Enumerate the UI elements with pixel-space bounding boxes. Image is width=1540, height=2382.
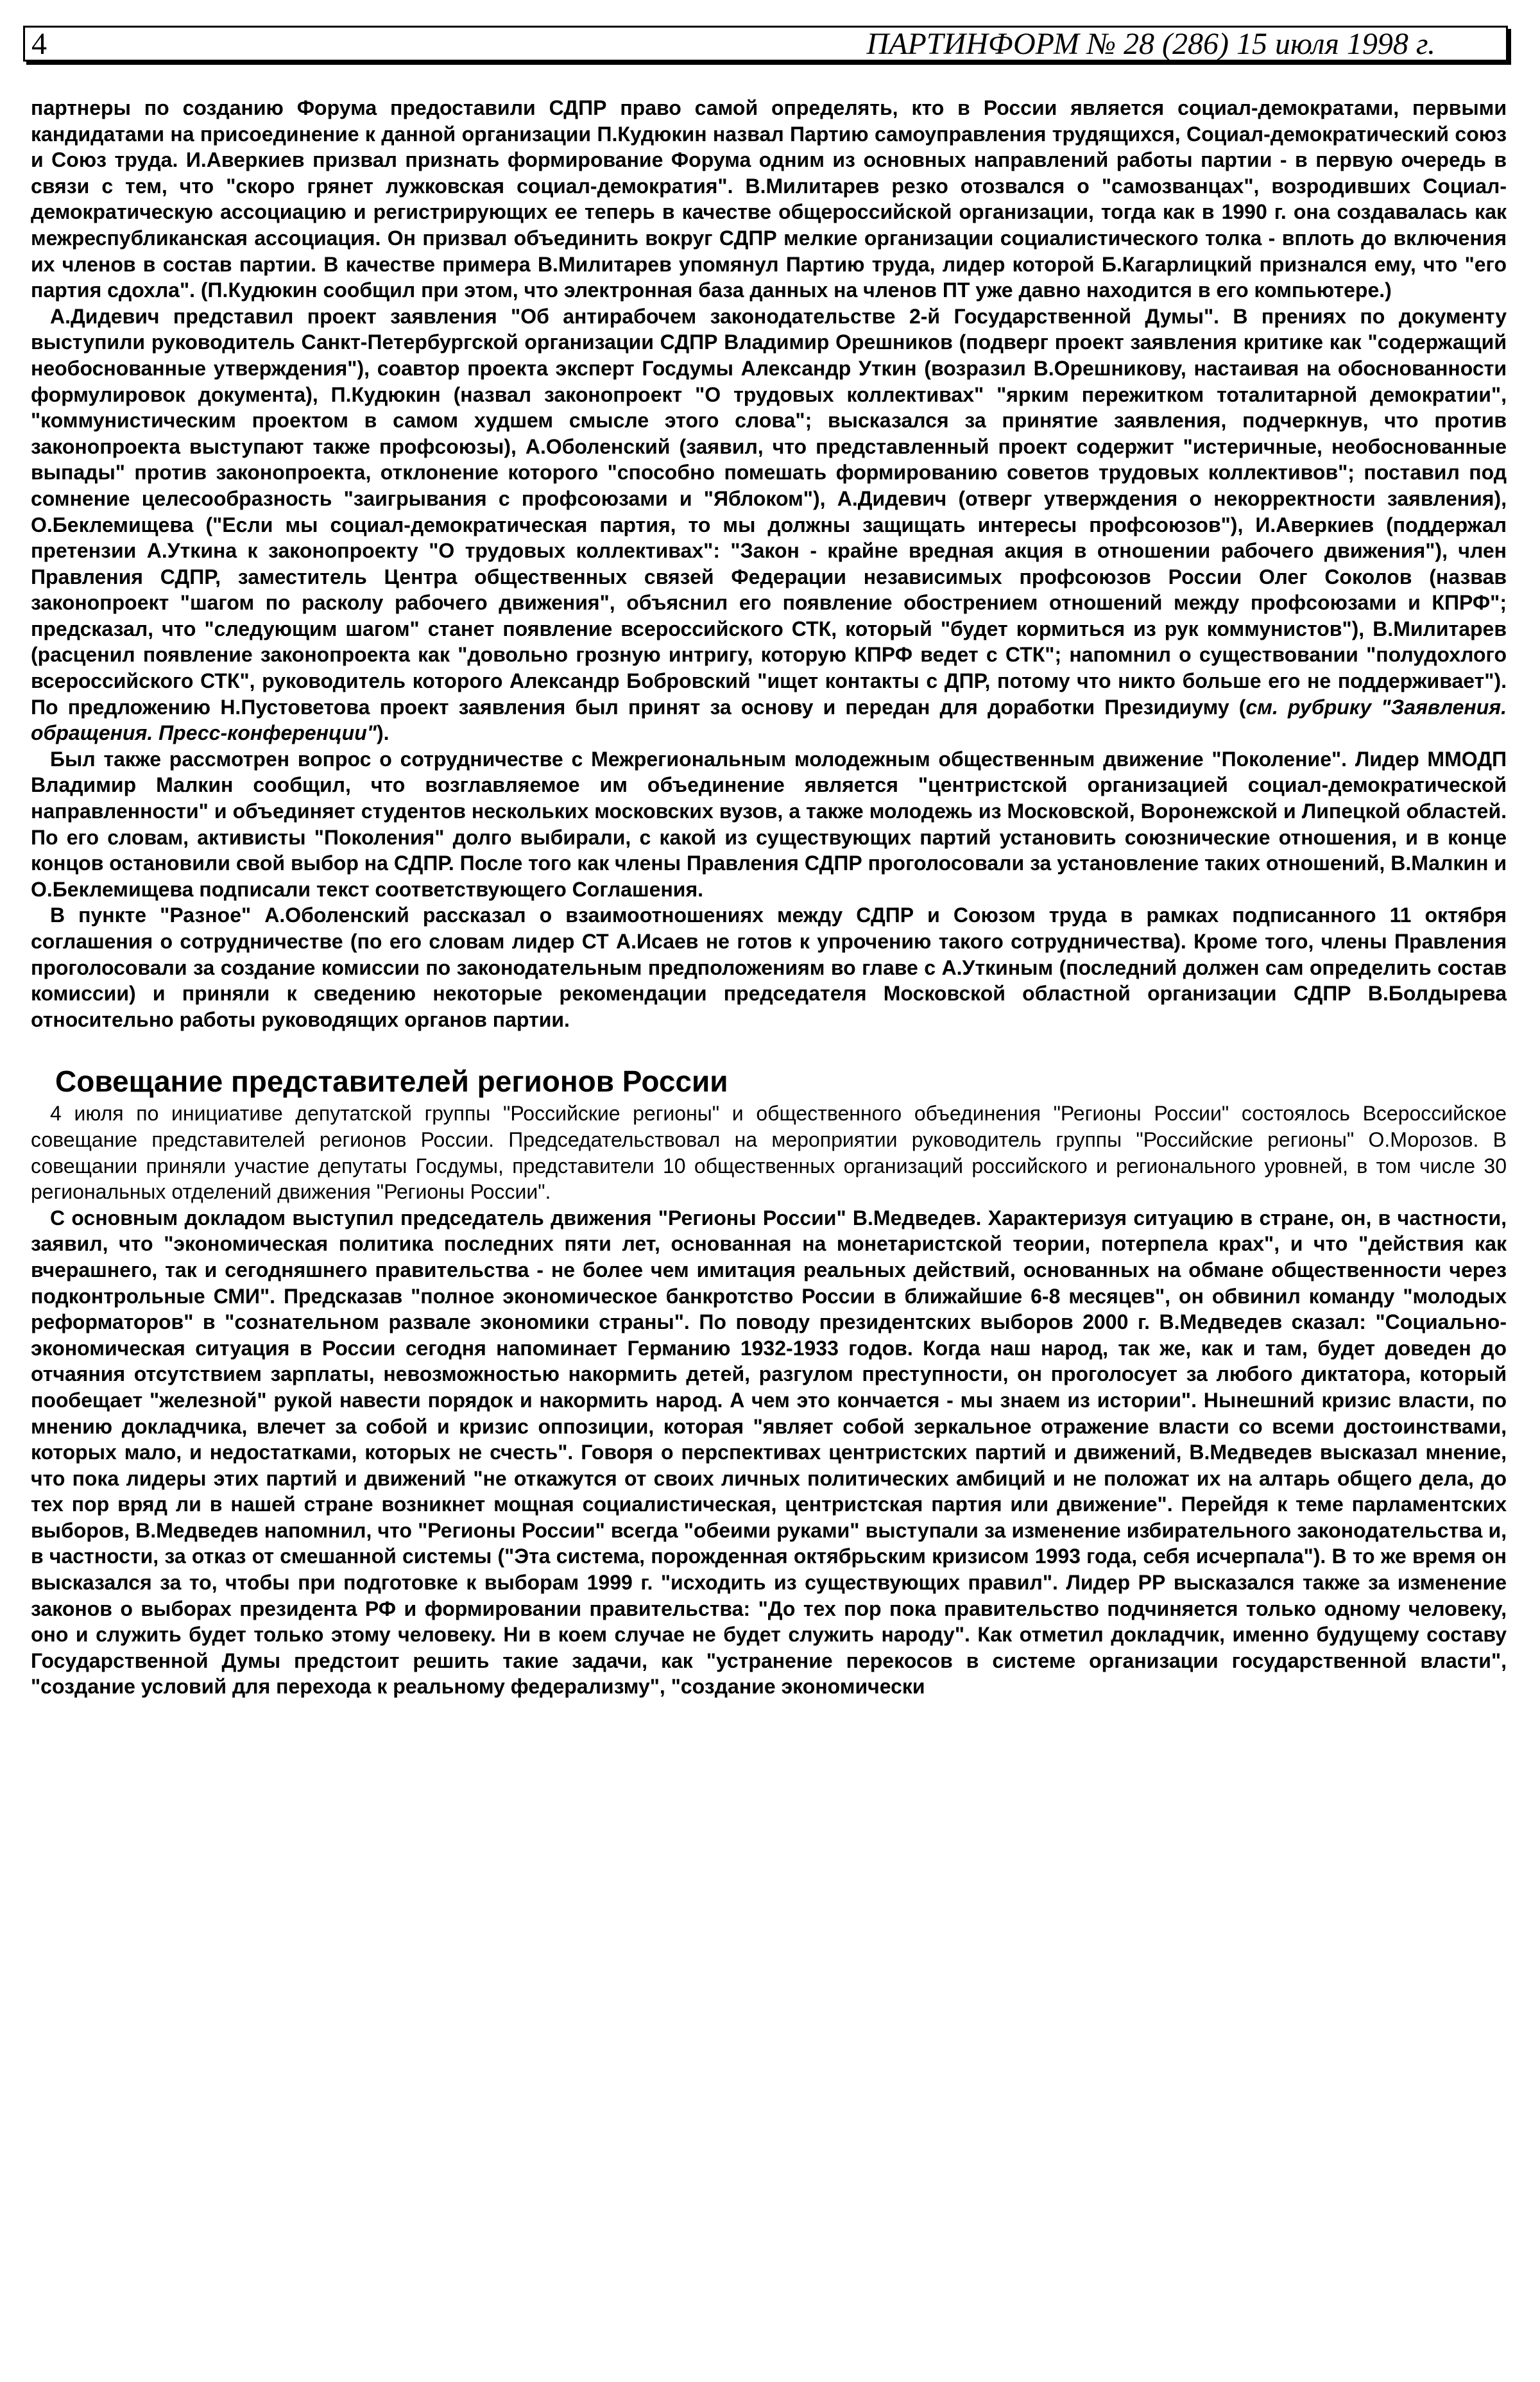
page-number: 4	[31, 26, 47, 61]
paragraph: С основным докладом выступил председатель движения "Регионы России" В.Медведев. Характеризуя ситуацию в стране, он, в частности, заявил, что "экономическая политика последних пяти лет, основанная на монетаристской теории, потерпела крах", и что "действия как вчерашнего, так и сегодняшнего правительства - не более чем имитация реальных действий, основанных на обмане общественности через подконтрольные СМИ". Предсказав "полное экономическое банкротство России в ближайшие 6-8 месяцев", он обвинил команду "молодых реформаторов" в "сознательном развале экономики страны". По поводу президентских выборов 2000 г. В.Медведев сказал: "Социально-экономическая ситуация в России сегодня напоминает Германию 1932-1933 годов. Когда наш народ, так же, как и там, будет доведен до отчаяния отсутствием зарплаты, невозможностью накормить детей, разгулом преступности, он проголосует за любого диктатора, который пообещает "железной" рукой навести порядок и накормить народ. А чем это кончается - мы знаем из истории". Нынешний кризис власти, по мнению докладчика, влечет за собой и кризис оппозиции, которая "являет собой зеркальное отражение власти со всеми достоинствами, которых мало, и недостатками, которых не счесть". Говоря о перспективах центристских партий и движений, В.Медведев высказал мнение, что пока лидеры этих партий и движений "не откажутся от своих личных политических амбиций и не положат их на алтарь общего дела, до тех пор вряд ли в нашей стране возникнет мощная социалистическая, центристская партия или движение". Перейдя к теме парламентских выборов, В.Медведев напомнил, что "Регионы России" всегда "обеими руками" выступали за изменение избирательного законодательства и, в частности, за отказ от смешанной системы ("Эта система, порожденная октябрьским кризисом 1993 года, себя исчерпала"). В то же время он высказался за то, чтобы при подготовке к выборам 1999 г. "исходить из существующих правил". Лидер РР высказался также за изменение законов о выборах президента РФ и формировании правительства: "До тех пор пока правительство подчиняется только одному человеку, оно и служить будет только этому человеку. Ни в коем случае не будет служить народу". Как отметил докладчик, именно будущему составу Государственной Думы предстоит решить такие задачи, как "устранение перекосов в системе организации государственной власти", "создание условий для перехода к реальному федерализму", "создание экономически	[31, 1206, 1507, 1699]
issue-title: ПАРТИНФОРМ № 28 (286) 15 июля 1998 г.	[866, 26, 1435, 61]
section-intro: 4 июля по инициативе депутатской группы "Российские регионы" и общественного объединения "Регионы России" состоялось Всероссийское совещание представителей регионов России. Председательствовал на мероприятии руководитель группы "Российские регионы" О.Морозов. В совещании приняли участие депутаты Госдумы, представители 10 общественных организаций российского и регионального уровней, в том числе 30 региональных отделений движения "Регионы России".	[31, 1102, 1507, 1204]
article-body	[31, 95, 1507, 1700]
paragraph	[31, 304, 1507, 746]
section-heading: Совещание представителей регионов России	[55, 1065, 728, 1099]
rubric-reference: см. рубрику "Заявления. обращения. Пресс-конференции"	[31, 695, 1507, 745]
paragraph-text: ).	[376, 721, 389, 745]
paragraph: Был также рассмотрен вопрос о сотрудничестве с Межрегиональным молодежным общественным движение "Поколение". Лидер ММОДП Владимир Малкин сообщил, что возглавляемое им объединение является "центристской организацией социал-демократической направленности" и объединяет студентов нескольких московских вузов, а также молодежь из Московской, Воронежской и Липецкой областей. По его словам, активисты "Поколения" долго выбирали, с какой из существующих партий установить союзнические отношения, и в конце концов остановили свой выбор на СДПР. После того как члены Правления СДПР проголосовали за установление таких отношений, В.Малкин и О.Беклемищева подписали текст соответствующего Соглашения.	[31, 747, 1507, 901]
paragraph: партнеры по созданию Форума предоставили СДПР право самой определять, кто в России является социал-демократами, первыми кандидатами на присоединение к данной организации П.Кудюкин назвал Партию самоуправления трудящихся, Социал-демократический союз и Союз труда. И.Аверкиев призвал признать формирование Форума одним из основных направлений работы партии - в первую очередь в связи с тем, что "скоро грянет лужковская социал-демократия". В.Милитарев резко отозвался о "самозванцах", возродивших Социал-демократическую ассоциацию и регистрирующих ее теперь в качестве общероссийской организации, тогда как в 1990 г. она создавалась как межреспубликанская ассоциация. Он призвал объединить вокруг СДПР мелкие организации социалистического толка - вплоть до включения их членов в состав партии. В качестве примера В.Милитарев упомянул Партию труда, лидер которой Б.Кагарлицкий признался ему, что "его партия сдохла". (П.Кудюкин сообщил при этом, что электронная база данных на членов ПТ уже давно находится в его компьютере.)	[31, 96, 1507, 302]
page-header	[23, 26, 1508, 62]
paragraph-text: А.Дидевич представил проект заявления "Об антирабочем законодательстве 2-й Государственной Думы". В прениях по документу выступили руководитель Санкт-Петербургской организации СДПР Владимир Орешников (подверг проект заявления критике как "содержащий необоснованные утверждения"), соавтор проекта эксперт Госдумы Александр Уткин (возразил В.Орешникову, настаивая на обоснованности формулировок документа), П.Кудюкин (назвал законопроект "О трудовых коллективах" "ярким пережитком тоталитарной демократии", "коммунистическим проектом в самом худшем смысле этого слова"; высказался за принятие заявления, подчеркнув, что против законопроекта выступают также профсоюзы), А.Оболенский (заявил, что представленный проект содержит "истеричные, необоснованные выпады" против законопроекта, отклонение которого "способно помешать формированию советов трудовых коллективов"; поставил под сомнение целесообразность "заигрывания с профсоюзами и "Яблоком"), А.Дидевич (отверг утверждения о некорректности заявления), О.Беклемищева ("Если мы социал-демократическая партия, то мы должны защищать интересы профсоюзов"), И.Аверкиев (поддержал претензии А.Уткина к законопроекту "О трудовых коллективах": "Закон - крайне вредная акция в отношении рабочего движения"), член Правления СДПР, заместитель Центра общественных связей Федерации независимых профсоюзов России Олег Соколов (назвав законопроект "шагом по расколу рабочего движения", объяснил его появление обострением отношений между профсоюзами и КПРФ"; предсказал, что "следующим шагом" станет появление всероссийского СТК, который "будет кормиться из рук коммунистов"), В.Милитарев (расценил появление законопроекта как "довольно грозную интригу, которую КПРФ ведет с СТК"; напомнил о существовании "полудохлого всероссийского СТК", руководитель которого Александр Бобровский "ищет контакты с ДПР, потому что никто больше его не поддерживает"). По предложению Н.Пустоветова проект заявления был принят за основу и передан для доработки Президиуму (	[31, 304, 1507, 719]
paragraph: В пункте "Разное" А.Оболенский рассказал о взаимоотношениях между СДПР и Союзом труда в рамках подписанного 11 октября соглашения о сотрудничестве (по его словам лидер СТ А.Исаев не готов к упрочению такого сотрудничества). Кроме того, члены Правления проголосовали за создание комиссии по законодательным предположениям во главе с А.Уткиным (последний должен сам определить состав комиссии) и приняли к сведению некоторые рекомендации председателя Московской областной организации СДПР В.Болдырева относительно работы руководящих органов партии.	[31, 904, 1507, 1031]
